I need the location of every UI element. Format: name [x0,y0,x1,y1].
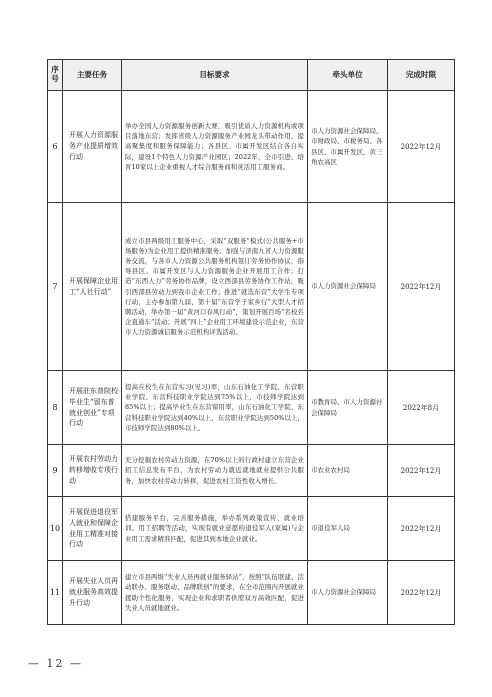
row-deadline: 2022年12月 [388,91,455,203]
row-deadline: 2022年8月 [388,371,455,445]
row-task: 开展驻东普院校毕业生“留东普就业创业”专项行动 [63,371,122,445]
table-row [48,445,455,497]
row-requirement: 提高在校生在东营实习(见习)率，山东石油化工学院、东营职业学院、东营科技职业学院达到75%以上，市技师学院达到85%以上；提高毕业生在东营留用率，山东石油化工学院、东营科技职业学院达到40%以上，东营职业学院达到50%以上，市技师学院达到80%以上。 [122,371,308,445]
row-lead-unit: 市人力资源社会保障局、市财政局、市税务局、各县区、市属开发区，黄三角农高区 [308,91,388,203]
row-number: 11 [48,561,63,625]
row-lead-unit: 市退役军人局 [308,497,388,561]
row-requirement: 建立市县两级“失业人员再就业服务驿站”，按照“队伍联建、活动联办、服务联动、品牌联创”的要求，在全市范围内开展就业援助个性化服务，实现企业和求职者供需双方高效匹配，促进失业人员就地就业。 [122,561,308,625]
row-number: 9 [48,445,63,497]
row-lead-unit: 市人力资源社会保障局 [308,203,388,371]
header-requirement: 目标要求 [122,60,308,91]
row-number: 7 [48,203,63,371]
row-deadline: 2022年12月 [388,561,455,625]
header-lead-unit: 牵头单位 [308,60,388,91]
table-row [48,91,455,203]
table-row [48,561,455,625]
page-number: — 12 — [28,657,83,670]
row-lead-unit: 市人力资源社会保障局 [308,561,388,625]
row-deadline: 2022年12月 [388,445,455,497]
header-serial: 序号 [48,60,63,91]
row-number: 10 [48,497,63,561]
row-task: 开展促进退役军人就业和保障企业用工精准对接行动 [63,497,122,561]
row-number: 8 [48,371,63,445]
row-requirement: 成立市县两级用工服务中心，采取“双服务”模式(公共服务+市场服务)为企业用工提供精准服务；加强与济南九省人力资源服务交流，与各市人力资源公共服务机构签订劳务协作协议，指导县区、市属开发区与人力资源服务企业开展用工合作；打造“东西人力”劳务协作品牌，设立西部县劳务协作工作站，吸引西部县劳动力到我市企业工作；推进“就选东营”大学生专项行动，主办参加第九届、第十届“东营学子家乡行”大型人才招聘活动，举办第一届“黄河口春风行动”，策划开展百场“名校名企直通车”活动；开展“四上”企业用工环境建设示范企业，东营市人力资源诚信服务示范机构评选活动。 [122,203,308,371]
row-task: 开展农村劳动力转移增收专项行动 [63,445,122,497]
row-task: 开展人力资源服务产业提质增效行动 [63,91,122,203]
table-row [48,497,455,561]
row-number: 6 [48,91,63,203]
table-header-row [48,60,455,91]
row-task: 开展保障企业用工“人社行动” [63,203,122,371]
table-row [48,371,455,445]
header-deadline: 完成时限 [388,60,455,91]
row-requirement: 充分挖掘农村劳动力资源，在70%以上的行政村建立东营企业招工信息发布平台，为农村劳动力就近就地就业提供公共服务，加快农村劳动力转移，促进农村工资性收入增长。 [122,445,308,497]
header-task: 主要任务 [63,60,122,91]
row-lead-unit: 市教育局、市人力资源社会保障局 [308,371,388,445]
row-deadline: 2022年12月 [388,497,455,561]
table-row [48,203,455,371]
row-deadline: 2022年12月 [388,203,455,371]
row-requirement: 搭建服务平台，完善服务措施，举办系列政策宣传、就业培训、用工招聘等活动，实现有就业意愿的退役军人(家属)与企业用工需求精准匹配，促进其到本地企业就业。 [122,497,308,561]
row-task: 开展失业人员再就业服务高效提升行动 [63,561,122,625]
row-lead-unit: 市农业农村局 [308,445,388,497]
row-requirement: 举办全国人力资源服务创新大赛，吸引优质人力资源机构或项目落地东营；发挥省级人力资源服务产业园龙头带动作用，提高聚集度和服务保障能力；各县区、市属开发区结合各自实际，建设1个特色人力资源产业园区；2022年，全市引进、培育10家以上企业重视人才综合服务商和灵活用工服务商。 [122,91,308,203]
task-table [47,59,455,625]
